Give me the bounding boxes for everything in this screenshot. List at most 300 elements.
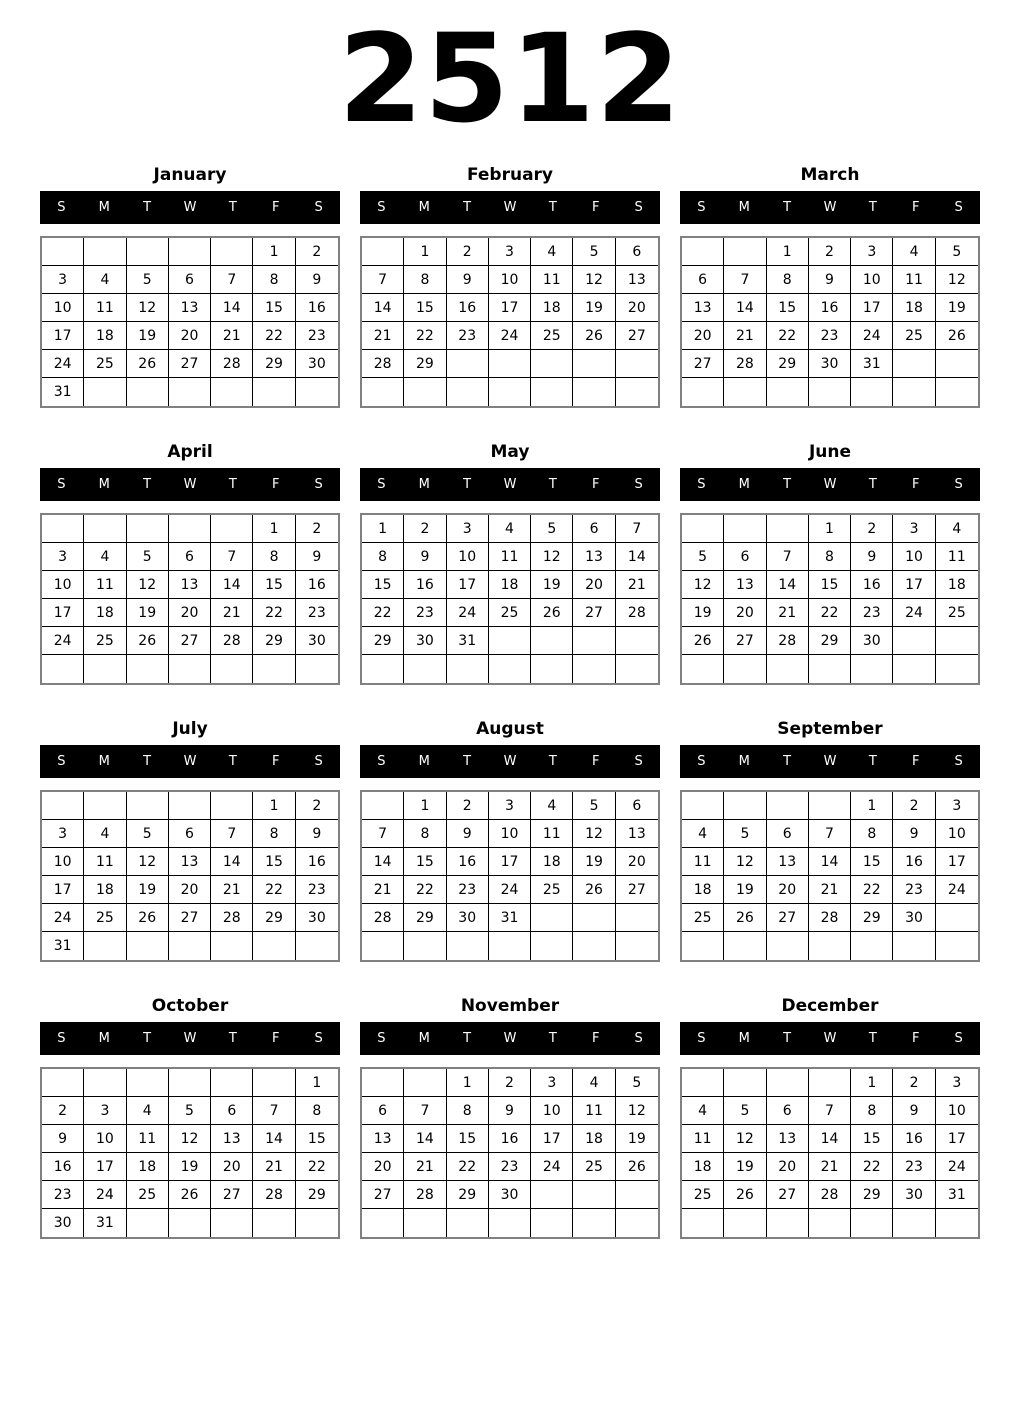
weekday-label: S	[697, 200, 706, 215]
weekday-label: T	[228, 477, 237, 492]
weekday-label: T	[463, 200, 472, 215]
day-cell: 19	[169, 1153, 211, 1181]
weekday-label: W	[823, 477, 837, 492]
weekday-label: F	[911, 477, 920, 492]
day-cell: 3	[851, 238, 893, 266]
empty-day-cell	[616, 627, 658, 655]
day-cell: 29	[809, 627, 851, 655]
month-title: July	[172, 719, 208, 739]
day-cell: 21	[724, 322, 766, 350]
empty-day-cell	[211, 515, 253, 543]
day-cell: 21	[211, 599, 253, 627]
day-cell: 24	[84, 1181, 126, 1209]
empty-day-cell	[893, 627, 935, 655]
day-cell: 14	[362, 848, 404, 876]
day-cell: 10	[447, 543, 489, 571]
day-cell: 20	[724, 599, 766, 627]
day-cell: 13	[767, 848, 809, 876]
empty-day-cell	[809, 1069, 851, 1097]
day-cell: 27	[682, 350, 724, 378]
day-cell: 11	[893, 266, 935, 294]
weekday-label: S	[57, 477, 66, 492]
weekday-label: S	[57, 1031, 66, 1046]
day-cell: 13	[616, 266, 658, 294]
day-cell: 6	[616, 238, 658, 266]
day-cell: 8	[851, 1097, 893, 1125]
empty-day-cell	[42, 792, 84, 820]
empty-day-cell	[127, 655, 169, 683]
weekday-label: S	[954, 477, 963, 492]
empty-day-cell	[253, 655, 295, 683]
weekday-label: T	[783, 200, 792, 215]
month-title: March	[800, 165, 860, 185]
empty-day-cell	[169, 238, 211, 266]
day-cell: 30	[296, 627, 338, 655]
weekday-label: F	[271, 200, 280, 215]
day-cell: 13	[169, 294, 211, 322]
day-cell: 18	[573, 1125, 615, 1153]
day-cell: 9	[296, 266, 338, 294]
day-cell: 21	[616, 571, 658, 599]
month-day-grid	[40, 1067, 340, 1239]
day-cell: 4	[489, 515, 531, 543]
empty-day-cell	[84, 655, 126, 683]
day-cell: 25	[127, 1181, 169, 1209]
day-cell: 15	[404, 294, 446, 322]
weekday-label: M	[98, 1031, 110, 1046]
empty-day-cell	[724, 515, 766, 543]
day-cell: 8	[851, 820, 893, 848]
empty-day-cell	[84, 515, 126, 543]
day-cell: 13	[169, 571, 211, 599]
weekday-label: T	[548, 1031, 557, 1046]
empty-day-cell	[724, 1209, 766, 1237]
day-cell: 28	[211, 350, 253, 378]
empty-day-cell	[404, 655, 446, 683]
day-cell: 10	[42, 848, 84, 876]
day-cell: 17	[42, 599, 84, 627]
empty-day-cell	[682, 515, 724, 543]
month-title: January	[153, 165, 227, 185]
day-cell: 16	[893, 1125, 935, 1153]
day-cell: 9	[447, 820, 489, 848]
month-day-grid	[40, 790, 340, 962]
day-cell: 1	[851, 792, 893, 820]
empty-day-cell	[447, 378, 489, 406]
weekday-label: S	[377, 477, 386, 492]
day-cell: 26	[936, 322, 978, 350]
day-cell: 7	[404, 1097, 446, 1125]
day-cell: 19	[573, 848, 615, 876]
day-cell: 1	[404, 792, 446, 820]
day-cell: 3	[531, 1069, 573, 1097]
empty-day-cell	[489, 1209, 531, 1237]
day-cell: 23	[893, 1153, 935, 1181]
day-cell: 6	[724, 543, 766, 571]
day-cell: 18	[489, 571, 531, 599]
day-cell: 21	[211, 876, 253, 904]
weekday-label: W	[183, 477, 197, 492]
day-cell: 17	[42, 876, 84, 904]
weekday-label: F	[911, 200, 920, 215]
weekday-label: T	[783, 477, 792, 492]
weekday-label: S	[634, 477, 643, 492]
weekday-header	[40, 1022, 340, 1055]
day-cell: 19	[127, 599, 169, 627]
empty-day-cell	[936, 904, 978, 932]
day-cell: 11	[682, 1125, 724, 1153]
day-cell: 23	[447, 322, 489, 350]
empty-day-cell	[531, 655, 573, 683]
weekday-header	[40, 191, 340, 224]
empty-day-cell	[84, 932, 126, 960]
day-cell: 10	[936, 1097, 978, 1125]
month-june	[680, 441, 980, 685]
day-cell: 17	[489, 848, 531, 876]
empty-day-cell	[362, 655, 404, 683]
empty-day-cell	[489, 627, 531, 655]
empty-day-cell	[616, 378, 658, 406]
day-cell: 22	[296, 1153, 338, 1181]
day-cell: 6	[211, 1097, 253, 1125]
empty-day-cell	[84, 378, 126, 406]
day-cell: 12	[127, 571, 169, 599]
day-cell: 9	[296, 820, 338, 848]
day-cell: 15	[447, 1125, 489, 1153]
day-cell: 13	[573, 543, 615, 571]
weekday-label: M	[738, 200, 750, 215]
day-cell: 31	[447, 627, 489, 655]
day-cell: 20	[573, 571, 615, 599]
day-cell: 19	[936, 294, 978, 322]
day-cell: 24	[936, 876, 978, 904]
weekday-label: T	[463, 754, 472, 769]
day-cell: 7	[362, 266, 404, 294]
empty-day-cell	[573, 627, 615, 655]
empty-day-cell	[767, 378, 809, 406]
day-cell: 11	[84, 571, 126, 599]
day-cell: 24	[936, 1153, 978, 1181]
day-cell: 16	[851, 571, 893, 599]
day-cell: 13	[724, 571, 766, 599]
day-cell: 3	[489, 238, 531, 266]
day-cell: 4	[84, 820, 126, 848]
day-cell: 9	[809, 266, 851, 294]
day-cell: 16	[296, 571, 338, 599]
weekday-label: W	[823, 200, 837, 215]
day-cell: 20	[169, 599, 211, 627]
day-cell: 7	[767, 543, 809, 571]
day-cell: 27	[724, 627, 766, 655]
day-cell: 29	[253, 627, 295, 655]
day-cell: 27	[169, 904, 211, 932]
weekday-label: M	[98, 754, 110, 769]
day-cell: 11	[573, 1097, 615, 1125]
day-cell: 1	[296, 1069, 338, 1097]
day-cell: 12	[531, 543, 573, 571]
day-cell: 9	[489, 1097, 531, 1125]
day-cell: 23	[296, 599, 338, 627]
day-cell: 15	[253, 848, 295, 876]
empty-day-cell	[893, 655, 935, 683]
day-cell: 10	[489, 266, 531, 294]
day-cell: 12	[127, 848, 169, 876]
weekday-label: M	[98, 477, 110, 492]
empty-day-cell	[573, 904, 615, 932]
day-cell: 18	[893, 294, 935, 322]
day-cell: 2	[404, 515, 446, 543]
day-cell: 5	[573, 238, 615, 266]
empty-day-cell	[211, 238, 253, 266]
day-cell: 23	[489, 1153, 531, 1181]
day-cell: 14	[253, 1125, 295, 1153]
empty-day-cell	[42, 1069, 84, 1097]
empty-day-cell	[531, 1209, 573, 1237]
day-cell: 9	[893, 1097, 935, 1125]
day-cell: 27	[169, 350, 211, 378]
month-day-grid	[360, 790, 660, 962]
empty-day-cell	[362, 1209, 404, 1237]
day-cell: 1	[851, 1069, 893, 1097]
empty-day-cell	[809, 932, 851, 960]
weekday-label: S	[314, 1031, 323, 1046]
day-cell: 18	[936, 571, 978, 599]
weekday-label: T	[868, 1031, 877, 1046]
day-cell: 30	[893, 904, 935, 932]
day-cell: 26	[616, 1153, 658, 1181]
day-cell: 27	[616, 322, 658, 350]
day-cell: 24	[447, 599, 489, 627]
day-cell: 16	[42, 1153, 84, 1181]
day-cell: 2	[893, 792, 935, 820]
weekday-label: M	[418, 754, 430, 769]
empty-day-cell	[169, 378, 211, 406]
empty-day-cell	[404, 378, 446, 406]
day-cell: 24	[42, 627, 84, 655]
empty-day-cell	[42, 238, 84, 266]
day-cell: 9	[296, 543, 338, 571]
day-cell: 29	[404, 350, 446, 378]
day-cell: 3	[42, 543, 84, 571]
day-cell: 21	[253, 1153, 295, 1181]
day-cell: 3	[84, 1097, 126, 1125]
day-cell: 2	[296, 792, 338, 820]
day-cell: 10	[936, 820, 978, 848]
weekday-header	[40, 745, 340, 778]
empty-day-cell	[211, 1069, 253, 1097]
weekday-label: M	[418, 200, 430, 215]
month-title: September	[777, 719, 883, 739]
day-cell: 23	[42, 1181, 84, 1209]
month-day-grid	[680, 513, 980, 685]
day-cell: 15	[851, 848, 893, 876]
day-cell: 4	[84, 266, 126, 294]
day-cell: 26	[724, 904, 766, 932]
empty-day-cell	[616, 350, 658, 378]
empty-day-cell	[211, 655, 253, 683]
day-cell: 14	[211, 571, 253, 599]
day-cell: 2	[893, 1069, 935, 1097]
day-cell: 27	[616, 876, 658, 904]
day-cell: 19	[682, 599, 724, 627]
empty-day-cell	[767, 1069, 809, 1097]
month-november	[360, 995, 660, 1239]
day-cell: 29	[767, 350, 809, 378]
empty-day-cell	[724, 1069, 766, 1097]
month-october	[40, 995, 340, 1239]
empty-day-cell	[253, 378, 295, 406]
day-cell: 1	[253, 792, 295, 820]
weekday-label: S	[697, 754, 706, 769]
day-cell: 7	[211, 266, 253, 294]
weekday-label: T	[463, 1031, 472, 1046]
day-cell: 19	[127, 876, 169, 904]
day-cell: 11	[127, 1125, 169, 1153]
month-day-grid	[40, 236, 340, 408]
day-cell: 12	[573, 820, 615, 848]
day-cell: 11	[531, 266, 573, 294]
day-cell: 10	[42, 571, 84, 599]
day-cell: 26	[531, 599, 573, 627]
weekday-header	[680, 191, 980, 224]
weekday-header	[680, 468, 980, 501]
day-cell: 24	[42, 904, 84, 932]
day-cell: 27	[767, 904, 809, 932]
day-cell: 21	[809, 1153, 851, 1181]
day-cell: 21	[362, 876, 404, 904]
empty-day-cell	[489, 350, 531, 378]
weekday-label: S	[377, 1031, 386, 1046]
day-cell: 23	[851, 599, 893, 627]
day-cell: 23	[893, 876, 935, 904]
day-cell: 5	[724, 1097, 766, 1125]
day-cell: 30	[851, 627, 893, 655]
weekday-header	[40, 468, 340, 501]
empty-day-cell	[42, 515, 84, 543]
day-cell: 12	[724, 848, 766, 876]
empty-day-cell	[767, 1209, 809, 1237]
day-cell: 24	[42, 350, 84, 378]
day-cell: 6	[169, 543, 211, 571]
day-cell: 16	[296, 294, 338, 322]
month-day-grid	[360, 1067, 660, 1239]
day-cell: 5	[682, 543, 724, 571]
empty-day-cell	[489, 655, 531, 683]
empty-day-cell	[682, 932, 724, 960]
empty-day-cell	[767, 515, 809, 543]
day-cell: 26	[169, 1181, 211, 1209]
month-title: May	[490, 442, 530, 462]
empty-day-cell	[531, 627, 573, 655]
day-cell: 17	[447, 571, 489, 599]
day-cell: 5	[724, 820, 766, 848]
empty-day-cell	[127, 792, 169, 820]
empty-day-cell	[489, 378, 531, 406]
empty-day-cell	[936, 655, 978, 683]
weekday-label: W	[823, 1031, 837, 1046]
day-cell: 2	[489, 1069, 531, 1097]
day-cell: 1	[253, 515, 295, 543]
day-cell: 2	[809, 238, 851, 266]
empty-day-cell	[169, 655, 211, 683]
empty-day-cell	[211, 1209, 253, 1237]
empty-day-cell	[362, 238, 404, 266]
day-cell: 3	[936, 792, 978, 820]
empty-day-cell	[362, 1069, 404, 1097]
empty-day-cell	[42, 655, 84, 683]
weekday-label: S	[314, 477, 323, 492]
day-cell: 20	[616, 848, 658, 876]
day-cell: 6	[767, 1097, 809, 1125]
empty-day-cell	[447, 655, 489, 683]
day-cell: 2	[42, 1097, 84, 1125]
day-cell: 22	[809, 599, 851, 627]
day-cell: 14	[724, 294, 766, 322]
day-cell: 22	[767, 322, 809, 350]
day-cell: 8	[767, 266, 809, 294]
weekday-label: S	[954, 754, 963, 769]
weekday-header	[360, 745, 660, 778]
empty-day-cell	[893, 1209, 935, 1237]
empty-day-cell	[936, 378, 978, 406]
day-cell: 16	[404, 571, 446, 599]
day-cell: 3	[447, 515, 489, 543]
month-april	[40, 441, 340, 685]
day-cell: 19	[531, 571, 573, 599]
day-cell: 25	[682, 904, 724, 932]
weekday-label: S	[377, 754, 386, 769]
month-september	[680, 718, 980, 962]
day-cell: 6	[573, 515, 615, 543]
day-cell: 8	[809, 543, 851, 571]
empty-day-cell	[211, 378, 253, 406]
empty-day-cell	[809, 1209, 851, 1237]
weekday-label: S	[954, 200, 963, 215]
day-cell: 21	[404, 1153, 446, 1181]
day-cell: 31	[489, 904, 531, 932]
weekday-header	[360, 468, 660, 501]
day-cell: 1	[767, 238, 809, 266]
empty-day-cell	[616, 932, 658, 960]
empty-day-cell	[447, 1209, 489, 1237]
day-cell: 17	[531, 1125, 573, 1153]
day-cell: 9	[851, 543, 893, 571]
empty-day-cell	[169, 792, 211, 820]
day-cell: 14	[616, 543, 658, 571]
day-cell: 26	[682, 627, 724, 655]
empty-day-cell	[893, 932, 935, 960]
empty-day-cell	[682, 378, 724, 406]
day-cell: 30	[404, 627, 446, 655]
day-cell: 18	[84, 876, 126, 904]
day-cell: 26	[724, 1181, 766, 1209]
day-cell: 28	[767, 627, 809, 655]
month-title: October	[151, 996, 229, 1016]
day-cell: 4	[127, 1097, 169, 1125]
weekday-label: S	[697, 477, 706, 492]
day-cell: 17	[936, 1125, 978, 1153]
day-cell: 26	[127, 350, 169, 378]
day-cell: 17	[84, 1153, 126, 1181]
empty-day-cell	[127, 1209, 169, 1237]
day-cell: 12	[616, 1097, 658, 1125]
day-cell: 7	[211, 820, 253, 848]
day-cell: 14	[767, 571, 809, 599]
month-day-grid	[680, 1067, 980, 1239]
empty-day-cell	[531, 378, 573, 406]
day-cell: 23	[404, 599, 446, 627]
day-cell: 28	[211, 627, 253, 655]
